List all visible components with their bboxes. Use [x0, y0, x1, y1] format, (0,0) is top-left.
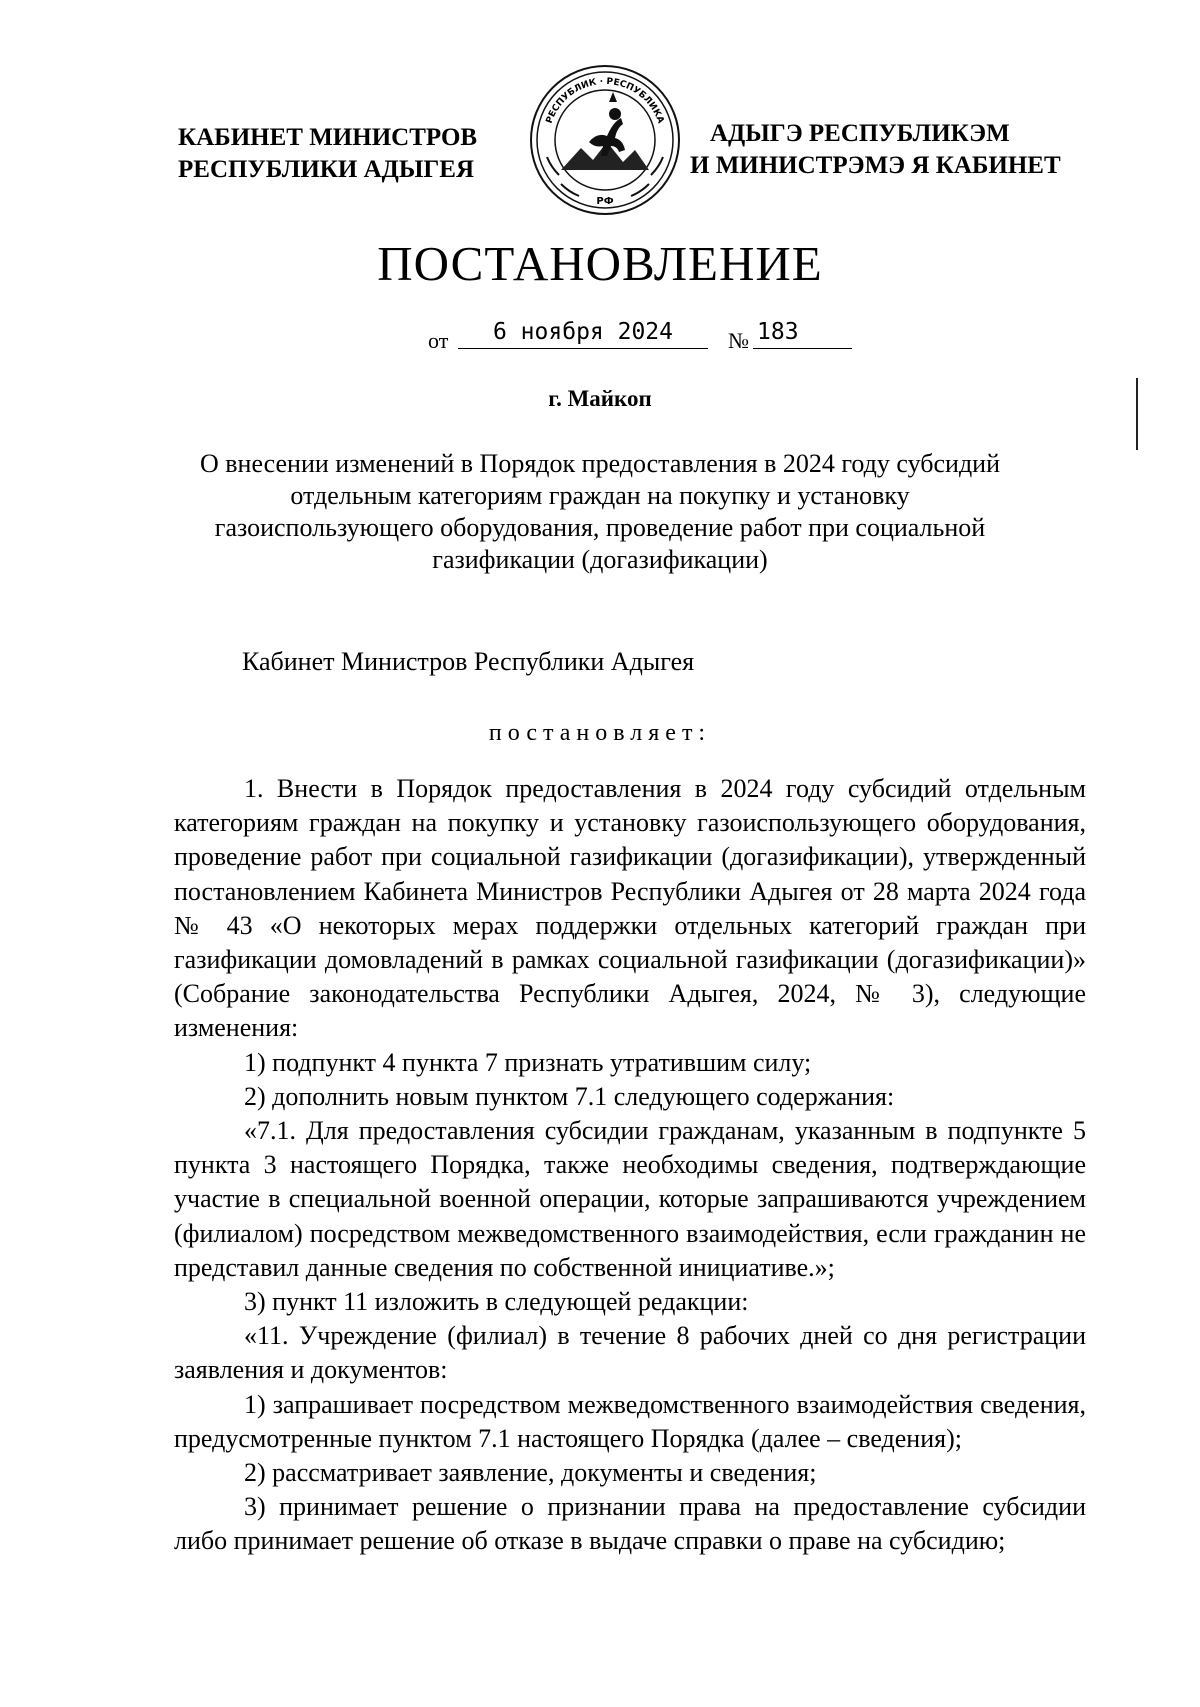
city: г. Майкоп — [548, 386, 652, 411]
paragraph-5: 3) пункт 11 изложить в следующей редакции: — [244, 1287, 749, 1317]
subject-line-2: отдельным категориям граждан на покупку и установку — [290, 481, 910, 510]
issuer-adyghe-line-2: И МИНИСТРЭМЭ Я КАБИНЕТ — [690, 152, 1061, 179]
issuer-line-1: КАБИНЕТ МИНИСТРОВ — [178, 124, 478, 151]
document-subject — [150, 448, 1050, 576]
paragraph-2: 1) подпункт 4 пункта 7 признать утратившим силу; — [244, 1047, 812, 1077]
paragraph-6: «11. Учреждение (филиал) в течение 8 рабочих дней со дня регистрации заявления и документов: — [174, 1321, 1086, 1385]
issuer-name-russian — [178, 122, 518, 186]
preamble: Кабинет Министров Республики Адыгея — [242, 647, 695, 676]
paragraph-9: 3) принимает решение о признании права на предоставление субсидии либо принимает решение об отказе в выдаче справки о праве на субсидию; — [174, 1492, 1086, 1556]
issuer-line-2: РЕСПУБЛИКИ АДЫГЕЯ — [178, 156, 475, 183]
svg-text:РЕСПУБЛИК · РЕСПУБЛИКА — [545, 77, 666, 125]
subject-line-3: газоиспользующего оборудования, проведение работ при социальной — [214, 513, 986, 542]
issuer-name-adyghe — [690, 118, 1090, 182]
paragraph-4: «7.1. Для предоставления субсидии гражданам, указанным в подпункте 5 пункта 3 настоящего Порядка, также необходимы сведения, подтверждающие участие в специальной военной операции, которые запрашиваются учреждением (филиалом) посредством межведомственного взаимодействия, если гражданин не представил данные сведения по собственной инициативе.»; — [174, 1116, 1086, 1282]
document-date: 6 ноября 2024 — [458, 316, 708, 349]
decrees-word: постановляет: — [488, 720, 712, 746]
paragraph-1: 1. Внести в Порядок предоставления в 2024 году субсидий отдельным категориям граждан на покупку и установку газоиспользующего оборудования, проведение работ при социальной газификации (догазификации), утвержденный постановлением Кабинета Министров Республики Адыгея от 28 марта 2024 года № 43 «О некоторых мерах поддержки отдельных категорий граждан при газификации домовладений в рамках социальной газификации (догазификации)» (Собрание законодательства Республики Адыгея, 2024, № 3), следующие изменения: — [174, 774, 1086, 1043]
subject-line-1: О внесении изменений в Порядок предоставления в 2024 году субсидий — [199, 449, 1001, 478]
coat-of-arms-emblem — [527, 62, 683, 218]
paragraph-7: 1) запрашивает посредством межведомственного взаимодействия сведения, предусмотренные пунктом 7.1 настоящего Порядка (далее – сведения); — [174, 1389, 1086, 1453]
issuer-adyghe-line-1: АДЫГЭ РЕСПУБЛИКЭМ — [710, 120, 1010, 147]
number-prefix: № — [728, 328, 749, 353]
emblem-top-text: РЕСПУБЛИК · РЕСПУБЛИКА — [544, 76, 666, 125]
document-number: 183 — [753, 316, 852, 349]
margin-mark — [1136, 378, 1138, 450]
date-prefix: от — [428, 328, 449, 353]
subject-line-4: газификации (догазификации) — [432, 545, 768, 574]
document-body — [174, 772, 1086, 1559]
paragraph-3: 2) дополнить новым пунктом 7.1 следующего содержания: — [244, 1081, 895, 1111]
document-title: ПОСТАНОВЛЕНИЕ — [377, 236, 823, 291]
paragraph-8: 2) рассматривает заявление, документы и сведения; — [244, 1458, 817, 1488]
emblem-bottom-text: РФ — [596, 196, 614, 207]
